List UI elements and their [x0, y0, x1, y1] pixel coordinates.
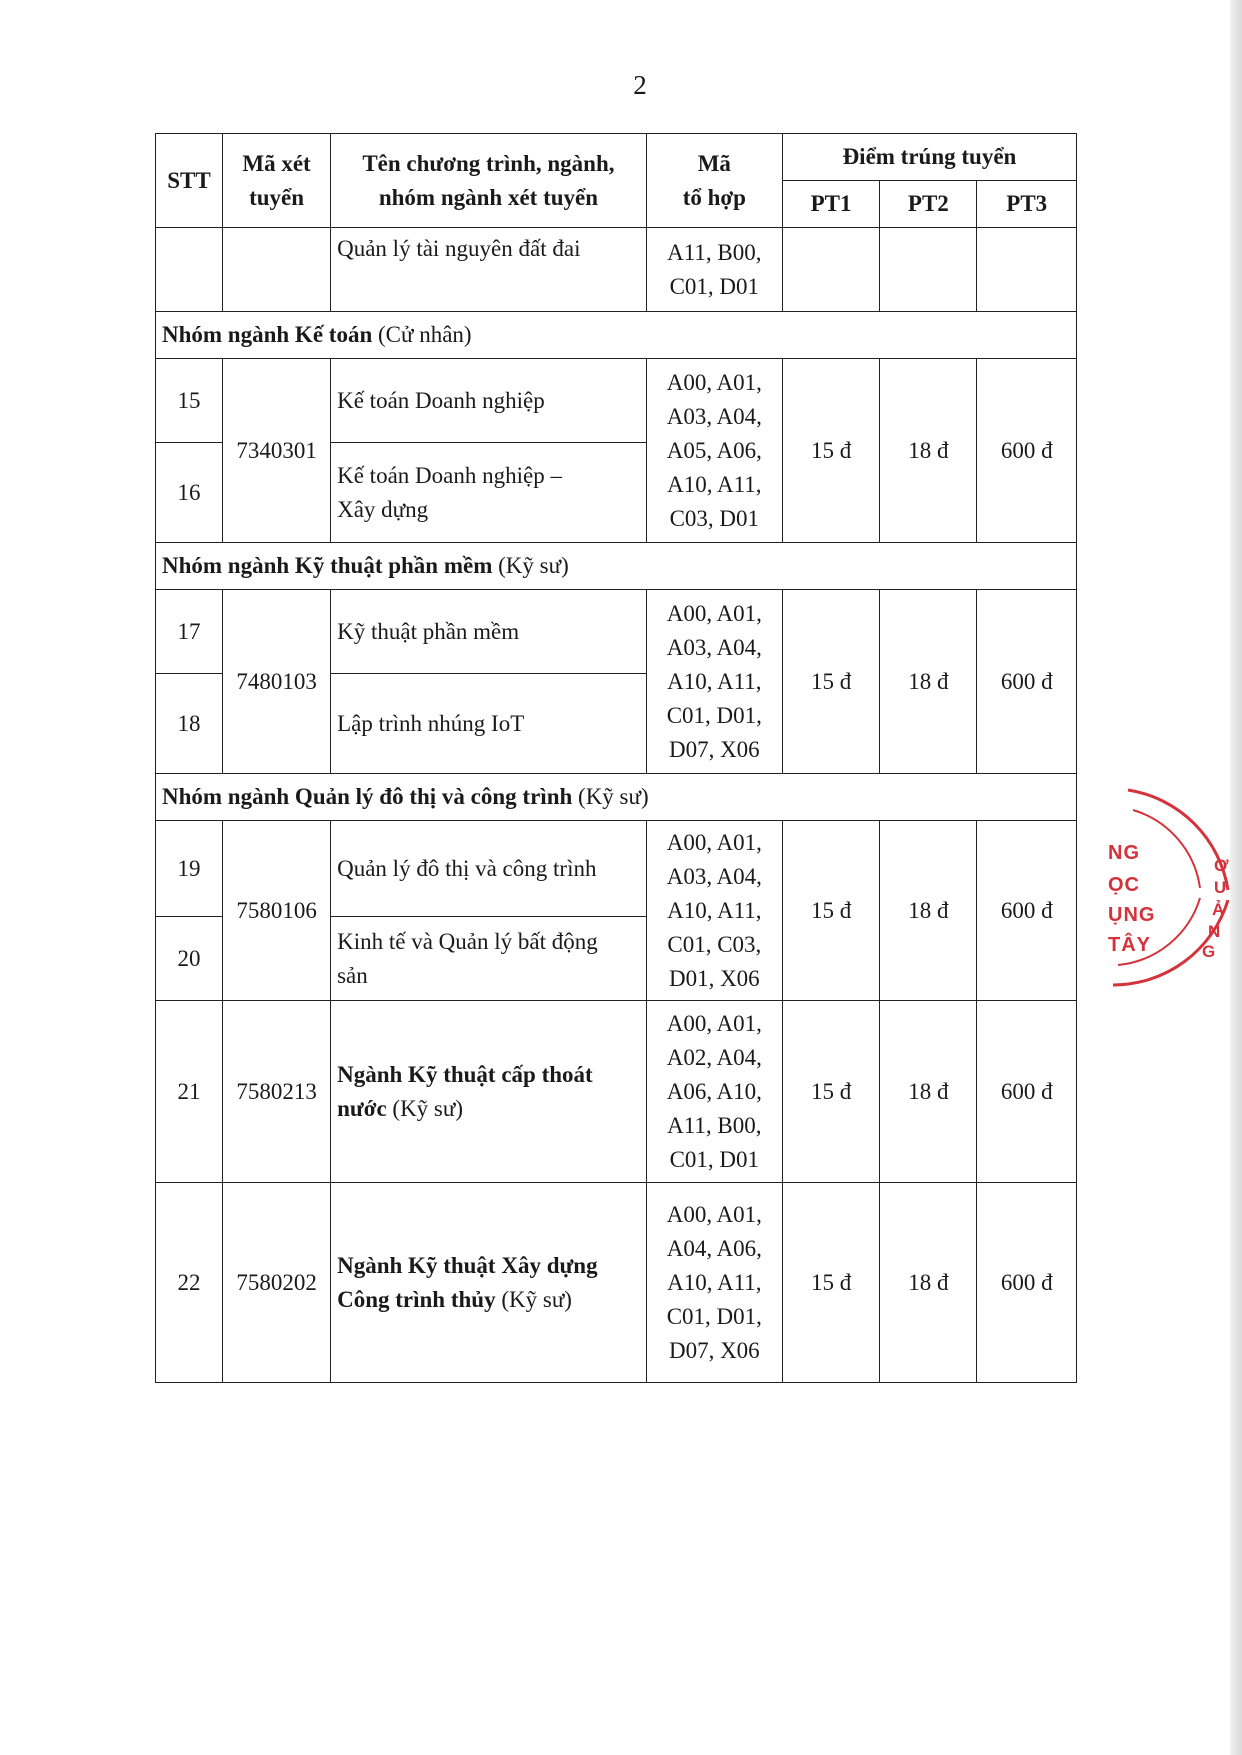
cont-pt2 — [880, 228, 977, 312]
row-pt1: 15 đ — [782, 821, 879, 1001]
codes-line: A03, A04, — [666, 863, 762, 889]
row-codes — [646, 821, 782, 1001]
row-stt: 21 — [156, 1001, 223, 1183]
row-pt1: 15 đ — [782, 1001, 879, 1183]
codes-line: A02, A04, — [666, 1044, 762, 1070]
row-pt1: 15 đ — [782, 359, 879, 543]
group-degree: (Kỹ sư) — [578, 784, 649, 809]
codes-line: A06, A10, — [666, 1078, 762, 1104]
admission-table — [155, 133, 1077, 1383]
row-pt3: 600 đ — [977, 1183, 1077, 1383]
codes-line: D07, X06 — [668, 1337, 760, 1363]
codes-line: A05, A06, — [666, 437, 762, 463]
cont-stt — [156, 228, 223, 312]
codes-line: C01, D01, — [666, 1303, 762, 1329]
row-stt: 20 — [156, 917, 223, 1001]
row-name — [331, 917, 647, 1001]
row-stt: 18 — [156, 674, 223, 774]
seal-text-line: NG — [1108, 842, 1140, 864]
table-row — [156, 359, 1077, 443]
header-ma-xet-tuyen-line2: tuyển — [249, 184, 305, 210]
seal-text-line: TÂY — [1108, 934, 1151, 956]
codes-line: A00, A01, — [666, 369, 762, 395]
row-code: 7480103 — [223, 590, 331, 774]
row-name-line1: Ngành Kỹ thuật Xây dựng — [337, 1252, 598, 1278]
seal-arc-letter: Ơ — [1214, 856, 1230, 875]
codes-line: A00, A01, — [666, 600, 762, 626]
group-title: Nhóm ngành Kế toán — [162, 322, 373, 347]
row-pt2: 18 đ — [880, 590, 977, 774]
row-stt: 15 — [156, 359, 223, 443]
codes-line: A00, A01, — [666, 829, 762, 855]
codes-line: A03, A04, — [666, 634, 762, 660]
cont-pt3 — [977, 228, 1077, 312]
group-title-cell — [156, 312, 1077, 359]
group-title: Nhóm ngành Kỹ thuật phần mềm — [162, 553, 493, 578]
header-ten-line1: Tên chương trình, ngành, — [362, 150, 615, 176]
table-row — [156, 1183, 1077, 1383]
codes-line: D07, X06 — [668, 736, 760, 762]
header-ma-to-hop — [646, 134, 782, 228]
header-ten-chuong-trinh — [331, 134, 647, 228]
row-code: 7580202 — [223, 1183, 331, 1383]
row-codes — [646, 1183, 782, 1383]
row-degree: (Kỹ sư) — [392, 1095, 464, 1121]
group-title: Nhóm ngành Quản lý đô thị và công trình — [162, 784, 573, 809]
page-number: 2 — [633, 70, 647, 100]
row-pt1: 15 đ — [782, 1183, 879, 1383]
codes-line: A00, A01, — [666, 1010, 762, 1036]
codes-line: A00, A01, — [666, 1201, 762, 1227]
header-ma-xet-tuyen-line1: Mã xét — [242, 150, 311, 176]
header-pt2: PT2 — [880, 181, 977, 228]
row-name-line1: Ngành Kỹ thuật cấp thoát — [337, 1061, 593, 1087]
seal-arc-letter: G — [1202, 942, 1217, 961]
header-ten-line2: nhóm ngành xét tuyển — [378, 184, 599, 210]
codes-line: A10, A11, — [667, 897, 762, 923]
row-codes — [646, 590, 782, 774]
header-ma-to-hop-line1: Mã — [697, 150, 731, 176]
row-name — [331, 1001, 647, 1183]
row-stt: 19 — [156, 821, 223, 917]
group-title-cell — [156, 774, 1077, 821]
row-code: 7340301 — [223, 359, 331, 543]
codes-line: A03, A04, — [666, 403, 762, 429]
row-code: 7580213 — [223, 1001, 331, 1183]
row-pt2: 18 đ — [880, 1183, 977, 1383]
row-pt2: 18 đ — [880, 1001, 977, 1183]
codes-line: A11, B00, — [667, 1112, 762, 1138]
row-stt: 22 — [156, 1183, 223, 1383]
codes-line: C01, C03, — [667, 931, 762, 957]
row-codes — [646, 359, 782, 543]
header-diem-trung-tuyen: Điểm trúng tuyển — [782, 134, 1076, 181]
header-pt1: PT1 — [782, 181, 879, 228]
row-stt: 16 — [156, 443, 223, 543]
header-stt: STT — [156, 134, 223, 228]
seal-arc-letter: N — [1208, 922, 1222, 941]
seal-text-line: ỤNG — [1108, 904, 1156, 926]
row-name-line1: Kế toán Doanh nghiệp – — [337, 462, 562, 488]
header-ma-xet-tuyen — [223, 134, 331, 228]
row-name: Kế toán Doanh nghiệp — [331, 359, 647, 443]
cont-pt1 — [782, 228, 879, 312]
header-ma-to-hop-line2: tổ hợp — [682, 184, 746, 210]
header-row-1 — [156, 134, 1077, 181]
row-name: Quản lý đô thị và công trình — [331, 821, 647, 917]
group-degree: (Cử nhân) — [377, 322, 472, 347]
row-name: Kỹ thuật phần mềm — [331, 590, 647, 674]
seal-arc-letter: Ả — [1212, 900, 1226, 919]
row-name-line2: Công trình thủy — [337, 1286, 496, 1312]
row-pt2: 18 đ — [880, 821, 977, 1001]
codes-line: A10, A11, — [667, 471, 762, 497]
row-pt3: 600 đ — [977, 821, 1077, 1001]
row-name-line2: nước — [337, 1095, 387, 1121]
row-name-line2: sản — [337, 962, 368, 988]
group-header-ky-thuat-phan-mem — [156, 543, 1077, 590]
cont-name: Quản lý tài nguyên đất đai — [331, 228, 647, 312]
codes-line: C01, D01, — [666, 702, 762, 728]
row-pt3: 600 đ — [977, 590, 1077, 774]
row-pt2: 18 đ — [880, 359, 977, 543]
seal-text-line: ỌC — [1108, 874, 1140, 896]
codes-line: D01, X06 — [668, 965, 760, 991]
row-name — [331, 443, 647, 543]
row-codes — [646, 1001, 782, 1183]
group-header-quan-ly-do-thi — [156, 774, 1077, 821]
codes-line: C01, D01 — [669, 1146, 760, 1172]
cont-codes-line2: C01, D01 — [669, 273, 760, 299]
row-code: 7580106 — [223, 821, 331, 1001]
codes-line: A10, A11, — [667, 1269, 762, 1295]
official-seal — [1108, 780, 1238, 1000]
continuation-row — [156, 228, 1077, 312]
codes-line: A10, A11, — [667, 668, 762, 694]
table-row — [156, 1001, 1077, 1183]
group-title-cell — [156, 543, 1077, 590]
row-pt1: 15 đ — [782, 590, 879, 774]
cont-code — [223, 228, 331, 312]
row-stt: 17 — [156, 590, 223, 674]
codes-line: A04, A06, — [666, 1235, 762, 1261]
row-name-line2: Xây dựng — [337, 496, 429, 522]
group-header-ke-toan — [156, 312, 1077, 359]
group-degree: (Kỹ sư) — [498, 553, 569, 578]
row-pt3: 600 đ — [977, 359, 1077, 543]
row-degree: (Kỹ sư) — [501, 1286, 572, 1312]
table-row — [156, 821, 1077, 917]
seal-arc-letter: Ư — [1214, 878, 1230, 897]
codes-line: C03, D01 — [669, 505, 760, 531]
row-name-line1: Kinh tế và Quản lý bất động — [337, 928, 598, 954]
row-pt3: 600 đ — [977, 1001, 1077, 1183]
header-pt3: PT3 — [977, 181, 1077, 228]
row-name: Lập trình nhúng IoT — [331, 674, 647, 774]
row-name — [331, 1183, 647, 1383]
table-row — [156, 590, 1077, 674]
cont-codes-line1: A11, B00, — [667, 239, 762, 265]
cont-codes — [646, 228, 782, 312]
